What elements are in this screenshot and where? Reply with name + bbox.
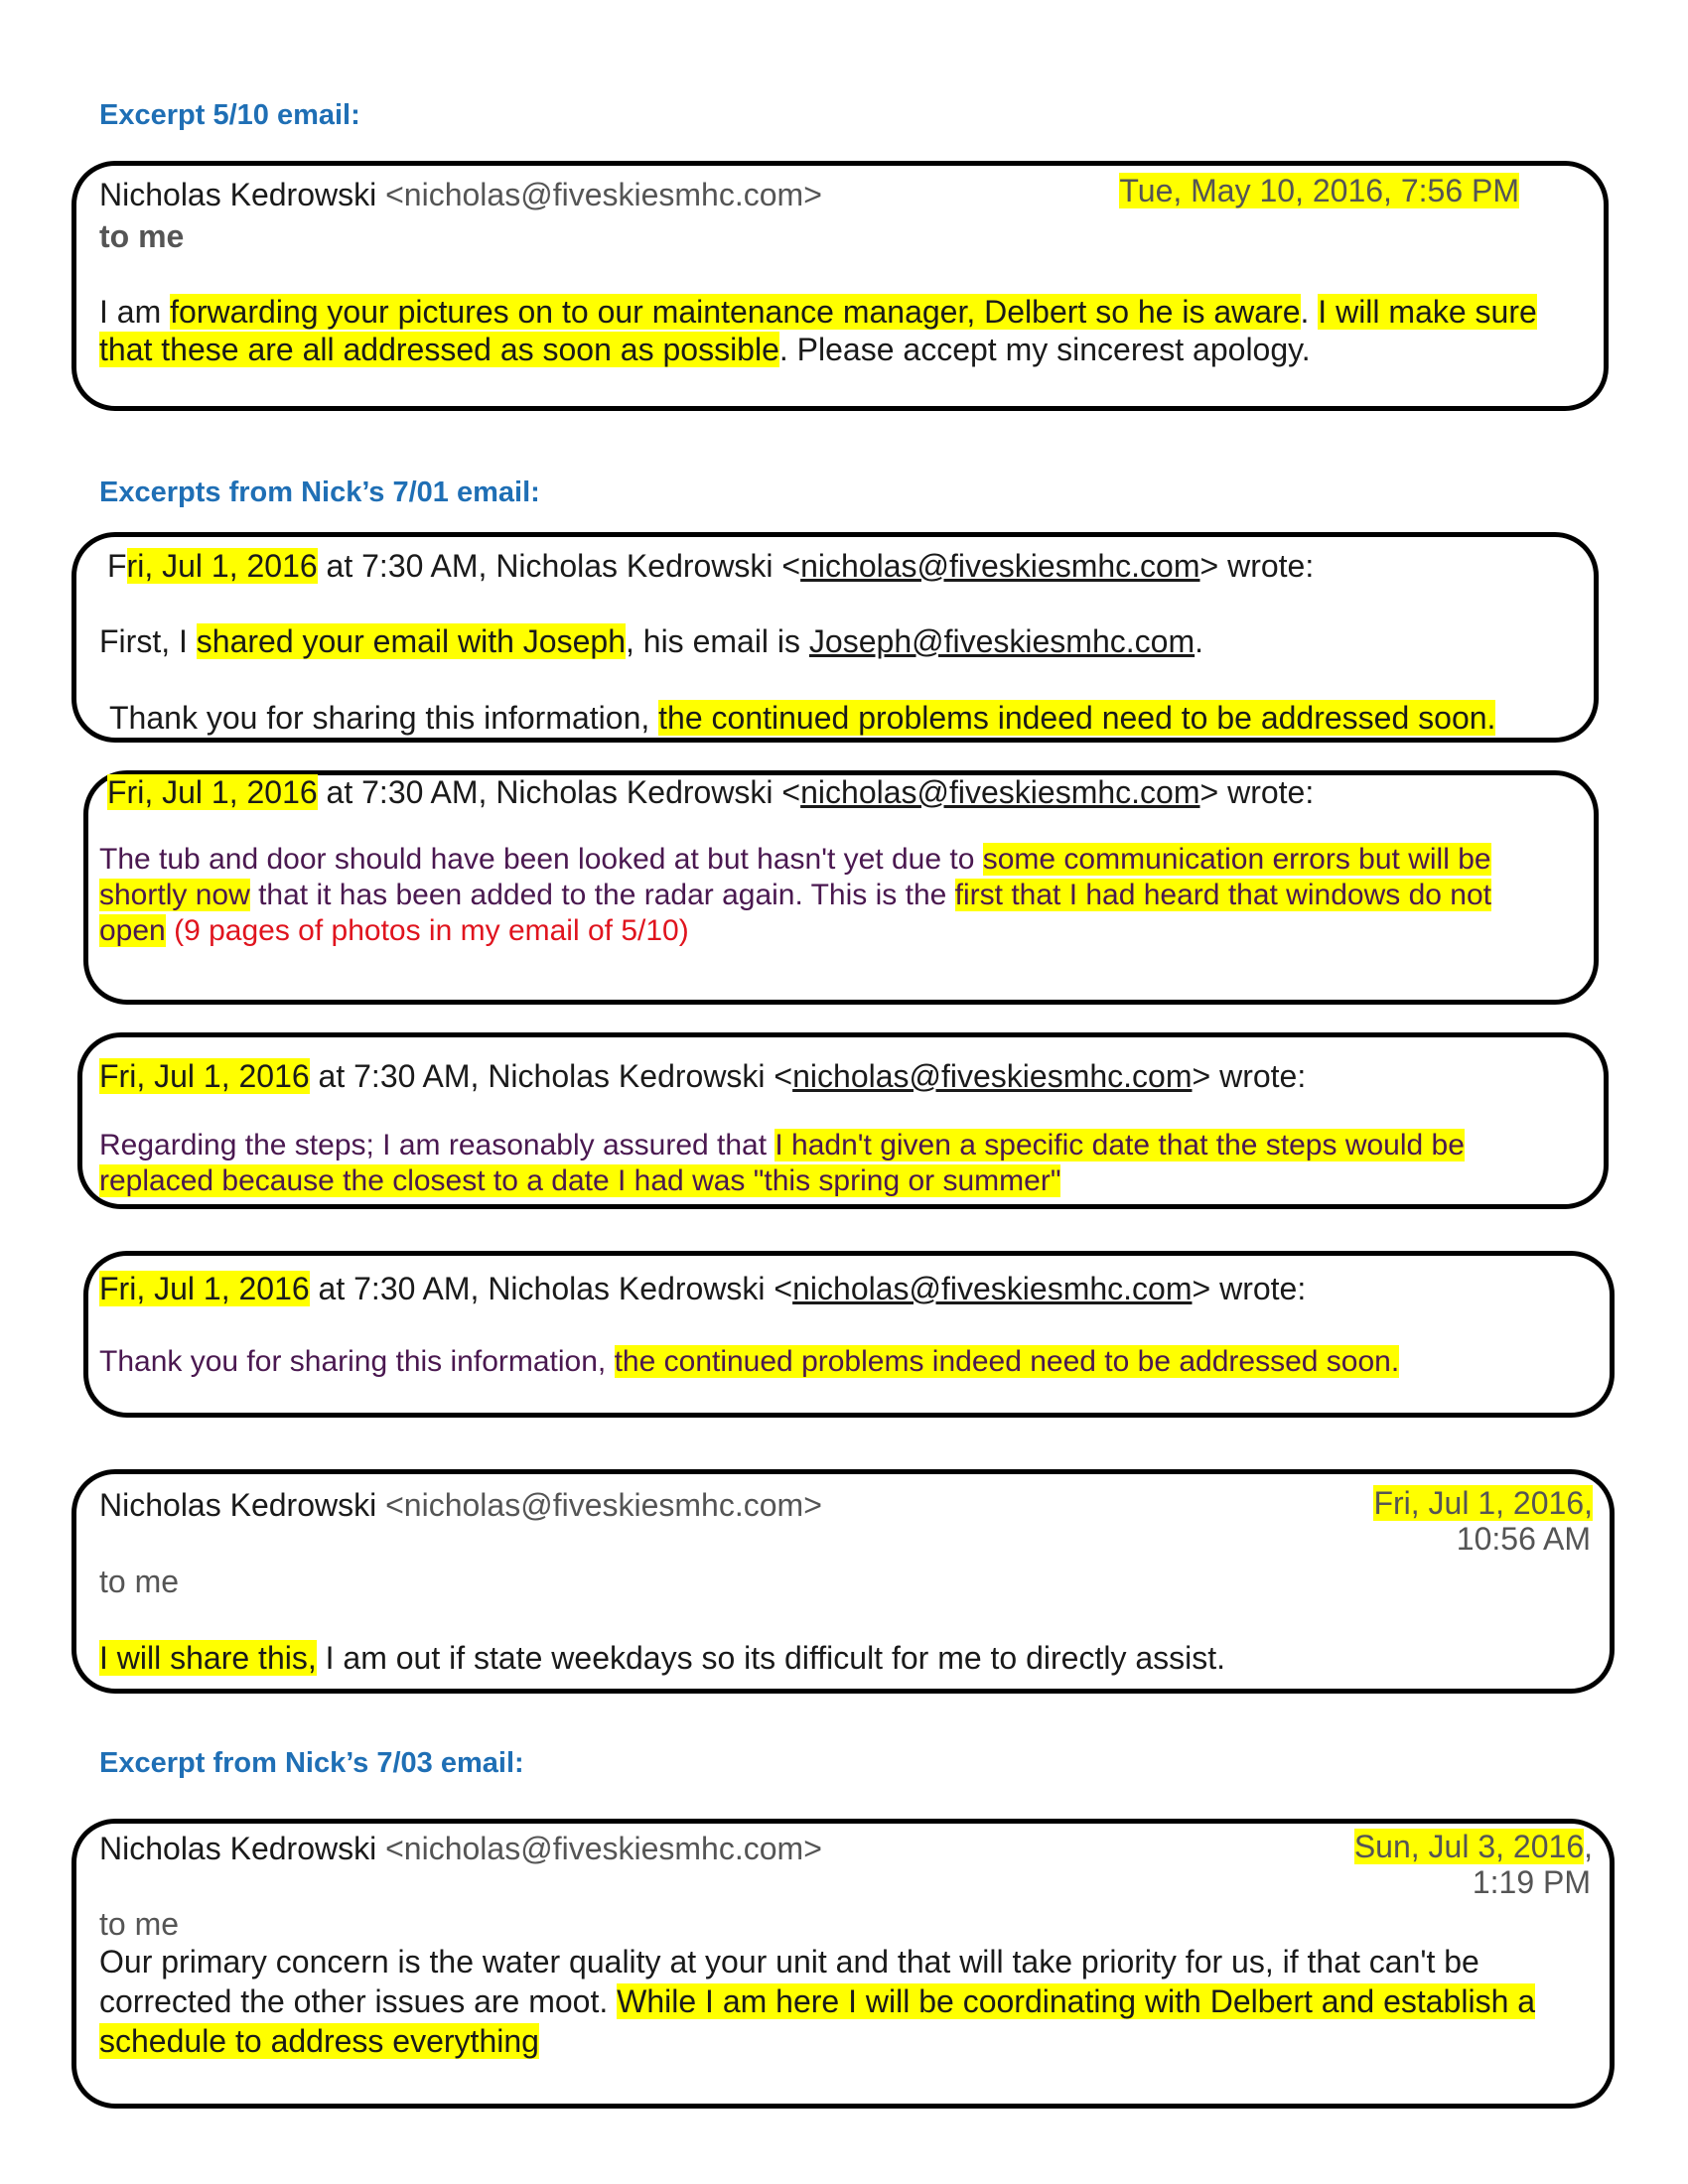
email-body: Our primary concern is the water quality at your unit and that will take priority for us, if that can't be corrected the other issues are moot. While I am here I will be coordinating with Delbert and establish a schedule to address everything	[99, 1944, 1536, 2059]
quote-header: Fri, Jul 1, 2016 at 7:30 AM, Nicholas Kedrowski <nicholas@fiveskiesmhc.com> wrote:	[107, 774, 1315, 810]
quote-header: Fri, Jul 1, 2016 at 7:30 AM, Nicholas Kedrowski <nicholas@fiveskiesmhc.com> wrote:	[99, 1271, 1307, 1306]
email-body: Thank you for sharing this information, the continued problems indeed need to be addressed soon.	[99, 1345, 1400, 1378]
sender-line	[99, 1831, 822, 1866]
sender-name: Nicholas Kedrowski	[99, 1487, 377, 1523]
sender-line	[99, 1487, 822, 1523]
email-date: Sun, Jul 3, 2016,	[1353, 1829, 1593, 1864]
email-date: Tue, May 10, 2016, 7:56 PM	[1119, 173, 1519, 208]
email-body-line-1: First, I shared your email with Joseph, his email is Joseph@fiveskiesmhc.com.	[99, 623, 1203, 659]
sender-line	[99, 177, 822, 212]
email-time: 10:56 AM	[1456, 1521, 1591, 1557]
recipient-line: to me	[99, 218, 185, 254]
sender-name: Nicholas Kedrowski	[99, 177, 377, 212]
recipient-line: to me	[99, 1564, 180, 1599]
sender-email: <nicholas@fiveskiesmhc.com>	[385, 1831, 822, 1866]
quote-header: Fri, Jul 1, 2016 at 7:30 AM, Nicholas Kedrowski <nicholas@fiveskiesmhc.com> wrote:	[107, 548, 1315, 584]
sender-email: <nicholas@fiveskiesmhc.com>	[385, 1487, 822, 1523]
email-body-line-2: Thank you for sharing this information, the continued problems indeed need to be addressed soon.	[109, 700, 1496, 736]
heading-excerpts-0701: Excerpts from Nick’s 7/01 email:	[99, 477, 540, 508]
email-body: I am forwarding your pictures on to our maintenance manager, Delbert so he is aware. I will make sure that these are all addressed as soon as possible. Please accept my sincerest apology.	[99, 294, 1537, 367]
email-body: I will share this, I am out if state weekdays so its difficult for me to directly assist.	[99, 1640, 1226, 1676]
sender-email: <nicholas@fiveskiesmhc.com>	[385, 177, 822, 212]
heading-excerpt-0510: Excerpt 5/10 email:	[99, 99, 360, 131]
quote-header: Fri, Jul 1, 2016 at 7:30 AM, Nicholas Kedrowski <nicholas@fiveskiesmhc.com> wrote:	[99, 1058, 1307, 1094]
email-body: Regarding the steps; I am reasonably assured that I hadn't given a specific date that the steps would be replaced because the closest to a date I had was "this spring or summer"	[99, 1129, 1465, 1197]
sender-name: Nicholas Kedrowski	[99, 1831, 377, 1866]
email-date: Fri, Jul 1, 2016,	[1373, 1485, 1593, 1521]
email-body: The tub and door should have been looked at but hasn't yet due to some communication errors but will be shortly now that it has been added to the radar again. This is the first that I had heard that windows do not open (9 pages of photos in my email of 5/10)	[99, 843, 1491, 947]
recipient-line: to me	[99, 1906, 180, 1942]
email-time: 1:19 PM	[1472, 1864, 1591, 1900]
heading-excerpt-0703: Excerpt from Nick’s 7/03 email:	[99, 1747, 524, 1779]
